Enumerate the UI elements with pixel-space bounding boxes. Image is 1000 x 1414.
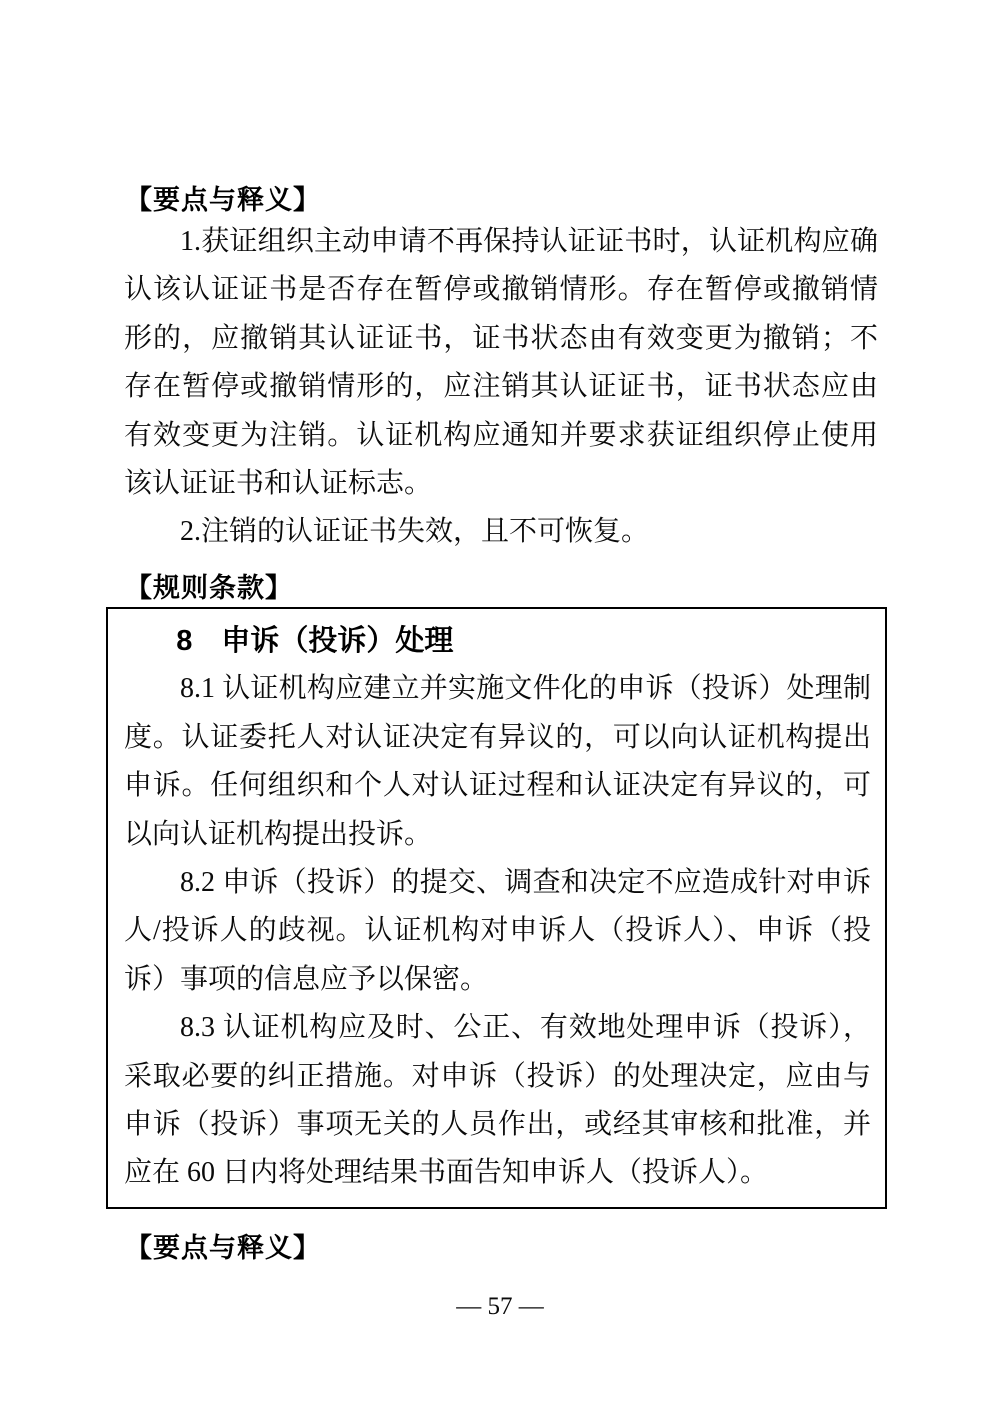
rule-clause-8-2: 8.2 申诉（投诉）的提交、调查和决定不应造成针对申诉人/投诉人的歧视。认证机构对申诉人（投诉人）、申诉（投诉）事项的信息应予以保密。: [124, 867, 871, 995]
key-points-body: [124, 218, 878, 557]
section-heading-key-points-bottom: 【要点与释义】: [125, 1233, 321, 1263]
rule-clause-8-1: 8.1 认证机构应建立并实施文件化的申诉（投诉）处理制度。认证委托人对认证决定有异议的，可以向认证机构提出申诉。任何组织和个人对认证过程和认证决定有异议的，可以向认证机构提出投诉。: [124, 673, 871, 850]
rule-clause-8-3: 8.3 认证机构应及时、公正、有效地处理申诉（投诉），采取必要的纠正措施。对申诉（投诉）的处理决定，应由与申诉（投诉）事项无关的人员作出，或经其审核和批准，并应在 60 日内将处理结果书面告知申诉人（投诉人）。: [124, 1012, 871, 1189]
rule-clause-title: 8 申诉（投诉）处理: [176, 625, 454, 657]
page-number: — 57 —: [456, 1293, 544, 1320]
section-heading-rule-clauses: 【规则条款】: [125, 573, 293, 603]
rule-clause-box: [106, 607, 887, 1209]
paragraph-cancellation-irrevocable: 2.注销的认证证书失效，且不可恢复。: [180, 516, 650, 548]
section-heading-key-points-top: 【要点与释义】: [125, 185, 321, 215]
paragraph-certificate-cancellation: 1.获证组织主动申请不再保持认证证书时，认证机构应确认该认证证书是否存在暂停或撤销情形。存在暂停或撤销情形的，应撤销其认证证书，证书状态由有效变更为撤销；不存在暂停或撤销情形的，应注销其认证证书，证书状态应由有效变更为注销。认证机构应通知并要求获证组织停止使用该认证证书和认证标志。: [124, 226, 878, 500]
